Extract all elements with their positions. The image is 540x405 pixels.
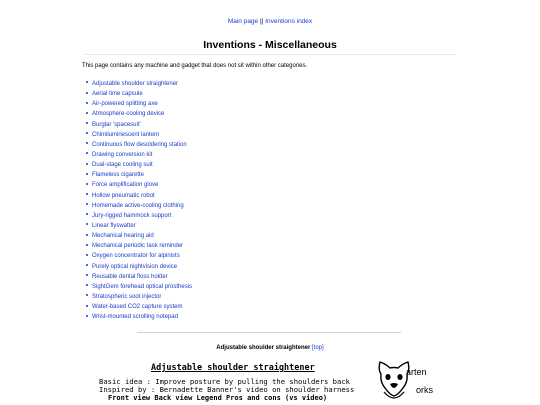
invention-link[interactable]: Mechanical periodic task reminder: [92, 243, 184, 250]
bullet-icon: [86, 274, 88, 276]
list-item: [86, 292, 192, 302]
bullet-icon: [86, 152, 88, 154]
invention-link[interactable]: Aerial time capsule: [92, 91, 143, 98]
bullet-icon: [86, 122, 88, 124]
list-item: [86, 120, 192, 130]
section-heading-title: Adjustable shoulder straightener: [216, 345, 311, 351]
title-divider: [84, 54, 456, 55]
intro-text: This page contains any machine and gadget that does not sit within other categories.: [82, 63, 308, 69]
invention-link[interactable]: Homemade active-cooling clothing: [92, 202, 184, 209]
invention-link[interactable]: Oxygen concentrator for alpinists: [92, 253, 180, 260]
bullet-icon: [86, 132, 88, 134]
bullet-icon: [86, 213, 88, 215]
invention-link[interactable]: Burglar 'spacesuit': [92, 121, 141, 128]
list-item: [86, 160, 192, 170]
invention-link[interactable]: Chimiluminescent lantern: [92, 131, 160, 138]
invention-link[interactable]: Air-powered splitting axe: [92, 101, 158, 108]
bullet-icon: [86, 173, 88, 175]
list-item: [86, 180, 192, 190]
section-heading: [0, 345, 540, 351]
logo-word-bottom: orks: [416, 385, 434, 395]
list-item: [86, 231, 192, 241]
invention-link[interactable]: Flameless cigarette: [92, 172, 145, 179]
list-item: [86, 241, 192, 251]
invention-link[interactable]: Force amplification glove: [92, 182, 159, 189]
list-item: [86, 221, 192, 231]
list-item: [86, 109, 192, 119]
logo-word-top: arten: [406, 367, 427, 377]
list-item: [86, 191, 192, 201]
bullet-icon: [86, 142, 88, 144]
invention-link[interactable]: Jury-rigged hammock support: [92, 212, 172, 219]
invention-link[interactable]: Linear flyswatter: [92, 222, 136, 229]
bullet-icon: [86, 254, 88, 256]
drawing-basic-idea: Basic idea : Improve posture by pulling the shoulders back: [99, 377, 350, 386]
invention-link[interactable]: Dual-stage cooling suit: [92, 162, 153, 169]
list-item: [86, 312, 192, 322]
bullet-icon: [86, 284, 88, 286]
bullet-icon: [86, 294, 88, 296]
invention-link[interactable]: Hollow pneumatic robot: [92, 192, 155, 199]
section-divider: [137, 332, 401, 333]
invention-link[interactable]: Drawing conversion kit: [92, 151, 153, 158]
bullet-icon: [86, 112, 88, 114]
main-page-link[interactable]: Main page: [227, 18, 259, 25]
list-item: [86, 140, 192, 150]
drawing-inspired-by: Inspired by : Bernadette Banner's video on shoulder harness: [99, 385, 355, 394]
list-item: [86, 99, 192, 109]
bullet-icon: [86, 193, 88, 195]
list-item: [86, 211, 192, 221]
invention-link[interactable]: Mechanical hearing aid: [92, 233, 154, 240]
list-item: [86, 282, 192, 292]
bullet-icon: [86, 163, 88, 165]
list-item: [86, 150, 192, 160]
page-title: Inventions - Miscellaneous: [203, 39, 337, 51]
invention-link[interactable]: Adjustable shoulder straightener: [92, 81, 179, 87]
invention-link[interactable]: Continuous flow desoldering station: [92, 141, 187, 148]
bullet-icon: [86, 223, 88, 225]
invention-link[interactable]: Atmosphere-cooling device: [92, 111, 165, 118]
nav-separator: ||: [259, 18, 264, 25]
list-item: [86, 201, 192, 211]
list-item: [86, 170, 192, 180]
bullet-icon: [86, 234, 88, 236]
bullet-icon: [86, 203, 88, 205]
invention-link[interactable]: Wrist-mounted scrolling notepad: [92, 314, 178, 321]
invention-link[interactable]: SightGem forehead optical prosthesis: [92, 283, 193, 290]
top-link[interactable]: [top]: [312, 345, 324, 351]
list-item: [86, 251, 192, 261]
top-navigation: [0, 18, 540, 25]
list-item: [86, 262, 192, 272]
list-item: [86, 79, 192, 89]
invention-link[interactable]: Reusable dental floss holder: [92, 273, 168, 280]
inventions-index-link[interactable]: Inventions index: [265, 18, 313, 25]
inventions-list: [86, 79, 192, 322]
list-item: [86, 302, 192, 312]
bullet-icon: [86, 244, 88, 246]
invention-link[interactable]: Purely optical nightvision device: [92, 263, 178, 270]
bullet-icon: [86, 315, 88, 317]
drawing-view-headings: Front view Back view Legend Pros and cons (vs video): [108, 394, 328, 402]
bullet-icon: [86, 305, 88, 307]
bullet-icon: [86, 264, 88, 266]
bullet-icon: [86, 183, 88, 185]
bullet-icon: [86, 81, 88, 83]
list-item: [86, 272, 192, 282]
invention-link[interactable]: Stratospheric soot injector: [92, 293, 162, 300]
list-item: [86, 130, 192, 140]
bullet-icon: [86, 92, 88, 94]
martenworks-logo: [376, 358, 446, 405]
bullet-icon: [86, 102, 88, 104]
list-item: [86, 89, 192, 99]
invention-link[interactable]: Water-based CO2 capture system: [92, 304, 183, 311]
marten-face-icon: [376, 358, 412, 405]
drawing-title: Adjustable shoulder straightener: [151, 363, 315, 373]
